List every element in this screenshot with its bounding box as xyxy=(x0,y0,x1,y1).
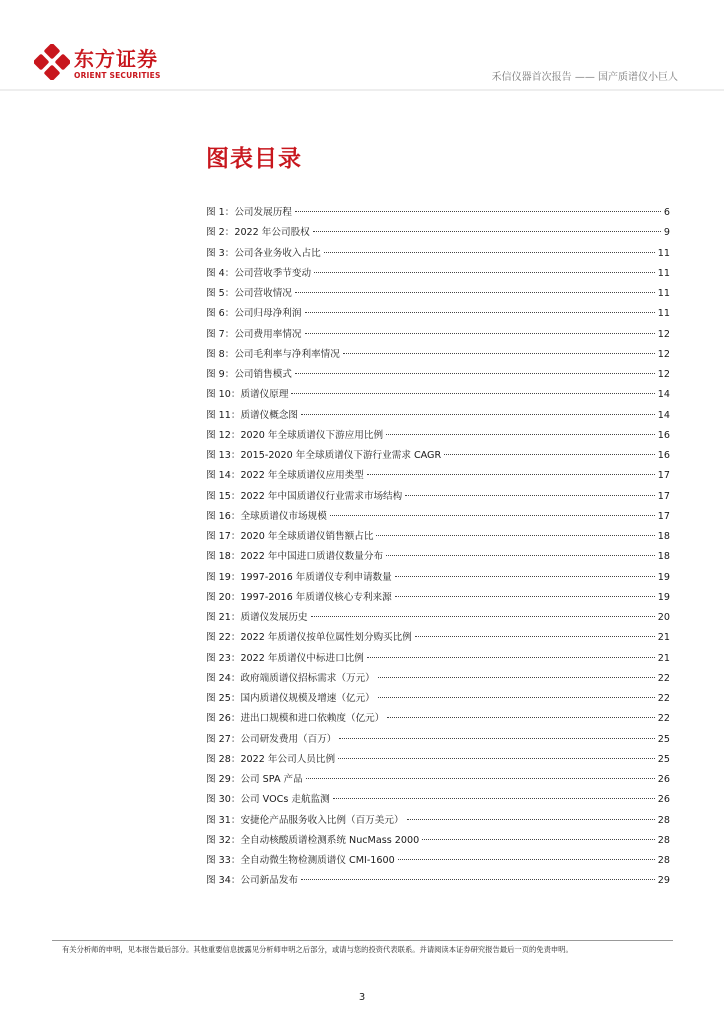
toc-entry-page[interactable]: 22 xyxy=(657,693,670,704)
toc-entry-label[interactable]: 图 8：公司毛利率与净利率情况 xyxy=(206,348,340,360)
toc-entry-page[interactable]: 22 xyxy=(657,713,670,725)
toc-leader-dots xyxy=(386,434,655,435)
toc-row[interactable] xyxy=(206,730,670,750)
toc-leader-dots xyxy=(422,839,655,840)
toc-leader-dots xyxy=(415,636,655,637)
toc-leader-dots xyxy=(339,738,654,739)
toc-entry-label[interactable]: 图 31：安捷伦产品服务收入比例（百万美元） xyxy=(206,814,404,826)
toc-entry-page[interactable]: 26 xyxy=(657,774,670,785)
toc-leader-dots xyxy=(306,778,655,779)
footer-divider xyxy=(52,940,673,941)
toc-entry-page[interactable]: 6 xyxy=(663,207,670,218)
toc-row[interactable] xyxy=(206,547,670,567)
toc-leader-dots xyxy=(291,393,654,394)
toc-leader-dots xyxy=(376,535,654,536)
toc-leader-dots xyxy=(338,758,655,759)
toc-row[interactable] xyxy=(206,385,670,405)
toc-leader-dots xyxy=(386,555,655,556)
toc-leader-dots xyxy=(367,474,655,475)
toc-row[interactable] xyxy=(206,223,670,243)
toc-entry-label[interactable]: 图 13：2015-2020 年全球质谱仪下游行业需求 CAGR xyxy=(206,450,442,461)
toc-row[interactable] xyxy=(206,264,670,284)
toc-entry-page[interactable]: 12 xyxy=(657,328,670,340)
toc-row[interactable] xyxy=(206,487,670,507)
toc-entry-label[interactable]: 图 7：公司费用率情况 xyxy=(206,328,302,340)
toc-entry-page[interactable]: 21 xyxy=(657,632,670,644)
toc-row[interactable] xyxy=(206,466,670,486)
toc-entry-page[interactable]: 18 xyxy=(657,531,670,542)
toc-entry-label[interactable]: 图 30：公司 VOCs 走航监测 xyxy=(206,794,330,806)
toc-entry-label[interactable]: 图 24：政府端质谱仪招标需求（万元） xyxy=(206,672,375,684)
toc-leader-dots xyxy=(295,211,661,212)
toc-entry-page[interactable]: 28 xyxy=(657,855,670,866)
toc-entry-label[interactable]: 图 34：公司新品发布 xyxy=(206,875,299,887)
toc-leader-dots xyxy=(301,414,655,415)
toc-entry-label[interactable]: 图 18：2022 年中国进口质谱仪数量分布 xyxy=(206,551,384,563)
toc-entry-label[interactable]: 图 19：1997-2016 年质谱仪专利申请数量 xyxy=(206,571,392,583)
toc-entry-page[interactable]: 22 xyxy=(657,672,670,684)
disclaimer-text: 有关分析师的申明，见本报告最后部分。其他重要信息披露见分析师申明之后部分，或请与您的投资代表联系。并请阅读本证券研究报告最后一页的免责申明。 xyxy=(62,945,573,954)
toc-leader-dots xyxy=(395,596,655,597)
toc-leader-dots xyxy=(387,717,654,718)
toc-entry-label[interactable]: 图 3：公司各业务收入占比 xyxy=(206,247,321,259)
toc-leader-dots xyxy=(311,616,655,617)
toc-entry-label[interactable]: 图 25：国内质谱仪规模及增速（亿元） xyxy=(206,693,375,704)
toc-entry-label[interactable]: 图 21：质谱仪发展历史 xyxy=(206,612,308,623)
toc-entry-page[interactable]: 11 xyxy=(657,247,670,259)
toc-entry-label[interactable]: 图 23：2022 年质谱仪中标进口比例 xyxy=(206,652,364,664)
toc-leader-dots xyxy=(314,272,655,273)
toc-row[interactable] xyxy=(206,244,670,264)
toc-entry-label[interactable]: 图 27：公司研发费用（百万） xyxy=(206,733,337,745)
toc-row[interactable] xyxy=(206,608,670,628)
page-header xyxy=(0,0,724,95)
toc-entry-page[interactable]: 16 xyxy=(657,450,670,461)
toc-entry-page[interactable]: 17 xyxy=(657,510,670,522)
brand-name-cn: 东方证券 xyxy=(74,47,158,71)
toc-row[interactable] xyxy=(206,325,670,345)
toc-row[interactable] xyxy=(206,649,670,669)
toc-row[interactable] xyxy=(206,871,670,891)
toc-row[interactable] xyxy=(206,507,670,527)
toc-entry-page[interactable]: 9 xyxy=(663,227,670,239)
toc-entry-label[interactable]: 图 11：质谱仪概念图 xyxy=(206,409,299,421)
toc-leader-dots xyxy=(395,576,655,577)
toc-row[interactable] xyxy=(206,284,670,304)
toc-entry-label[interactable]: 图 22：2022 年质谱仪按单位属性划分购买比例 xyxy=(206,632,412,644)
toc-entry-page[interactable]: 25 xyxy=(657,753,670,765)
toc-leader-dots xyxy=(333,798,655,799)
toc-row[interactable] xyxy=(206,811,670,831)
toc-entry-label[interactable]: 图 9：公司销售模式 xyxy=(206,369,292,380)
toc-entry-page[interactable]: 19 xyxy=(657,571,670,583)
toc-entry-label[interactable]: 图 17：2020 年全球质谱仪销售额占比 xyxy=(206,531,374,542)
toc-title: 图表目录 xyxy=(206,146,302,172)
toc-row[interactable] xyxy=(206,831,670,851)
orient-securities-logo-icon xyxy=(34,44,70,80)
toc-entry-label[interactable]: 图 26：进出口规模和进口依赖度（亿元） xyxy=(206,713,385,725)
toc-row[interactable] xyxy=(206,345,670,365)
toc-row[interactable] xyxy=(206,568,670,588)
toc-entry-label[interactable]: 图 12：2020 年全球质谱仪下游应用比例 xyxy=(206,429,384,441)
toc-entry-label[interactable]: 图 29：公司 SPA 产品 xyxy=(206,774,303,785)
toc-row[interactable] xyxy=(206,203,670,223)
toc-leader-dots xyxy=(295,373,655,374)
toc-entry-label[interactable]: 图 28：2022 年公司人员比例 xyxy=(206,753,336,765)
toc-entry-page[interactable]: 17 xyxy=(657,470,670,482)
toc-entry-label[interactable]: 图 2：2022 年公司股权 xyxy=(206,227,310,239)
brand-name-en: ORIENT SECURITIES xyxy=(74,71,161,80)
toc-row[interactable] xyxy=(206,770,670,790)
toc-entry-page[interactable]: 14 xyxy=(657,409,670,421)
toc-entry-label[interactable]: 图 16：全球质谱仪市场规模 xyxy=(206,510,327,522)
toc-row[interactable] xyxy=(206,406,670,426)
report-title: 禾信仪器首次报告 —— 国产质谱仪小巨人 xyxy=(491,72,678,83)
toc-leader-dots xyxy=(324,252,655,253)
toc-row[interactable] xyxy=(206,446,670,466)
toc-entry-page[interactable]: 11 xyxy=(657,267,670,279)
toc-entry-page[interactable]: 20 xyxy=(657,612,670,623)
toc-leader-dots xyxy=(378,677,655,678)
toc-row[interactable] xyxy=(206,851,670,871)
toc-row[interactable] xyxy=(206,588,670,608)
toc-leader-dots xyxy=(405,495,655,496)
toc-entry-page[interactable]: 11 xyxy=(657,308,670,320)
toc-entry-label[interactable]: 图 6：公司归母净利润 xyxy=(206,308,302,320)
figure-toc-list xyxy=(206,203,670,892)
toc-entry-page[interactable]: 12 xyxy=(657,348,670,360)
toc-leader-dots xyxy=(313,231,661,232)
toc-entry-label[interactable]: 图 4：公司营收季节变动 xyxy=(206,267,312,279)
toc-entry-page[interactable]: 14 xyxy=(657,389,670,401)
toc-row[interactable] xyxy=(206,304,670,324)
toc-entry-page[interactable]: 29 xyxy=(657,875,670,887)
toc-leader-dots xyxy=(367,657,655,658)
toc-entry-page[interactable]: 12 xyxy=(657,369,670,380)
toc-row[interactable] xyxy=(206,426,670,446)
toc-leader-dots xyxy=(343,353,655,354)
toc-entry-page[interactable]: 26 xyxy=(657,794,670,806)
toc-row[interactable] xyxy=(206,709,670,729)
toc-leader-dots xyxy=(378,697,655,698)
header-divider xyxy=(0,89,724,91)
toc-entry-label[interactable]: 图 15：2022 年中国质谱仪行业需求市场结构 xyxy=(206,490,403,502)
toc-entry-label[interactable]: 图 14：2022 年全球质谱仪应用类型 xyxy=(206,470,364,482)
toc-leader-dots xyxy=(301,879,655,880)
toc-entry-page[interactable]: 11 xyxy=(657,288,670,299)
toc-leader-dots xyxy=(305,312,655,313)
toc-entry-page[interactable]: 25 xyxy=(657,733,670,745)
toc-row[interactable] xyxy=(206,689,670,709)
toc-leader-dots xyxy=(444,454,655,455)
toc-entry-page[interactable]: 16 xyxy=(657,429,670,441)
toc-leader-dots xyxy=(398,859,655,860)
toc-leader-dots xyxy=(305,333,655,334)
toc-entry-label[interactable]: 图 33：全自动微生物检测质谱仪 CMI-1600 xyxy=(206,855,395,866)
toc-entry-label[interactable]: 图 1：公司发展历程 xyxy=(206,207,292,218)
toc-entry-page[interactable]: 21 xyxy=(657,652,670,664)
toc-entry-page[interactable]: 17 xyxy=(657,490,670,502)
toc-row[interactable] xyxy=(206,790,670,810)
toc-row[interactable] xyxy=(206,628,670,648)
toc-entry-page[interactable]: 28 xyxy=(657,834,670,846)
toc-row[interactable] xyxy=(206,365,670,385)
toc-row[interactable] xyxy=(206,669,670,689)
toc-entry-page[interactable]: 28 xyxy=(657,814,670,826)
page-number: 3 xyxy=(358,992,366,1003)
toc-leader-dots xyxy=(330,515,655,516)
toc-entry-page[interactable]: 19 xyxy=(657,591,670,603)
toc-leader-dots xyxy=(407,819,655,820)
toc-row[interactable] xyxy=(206,750,670,770)
toc-leader-dots xyxy=(295,292,655,293)
toc-entry-label[interactable]: 图 10：质谱仪原理 xyxy=(206,389,289,401)
toc-entry-label[interactable]: 图 32：全自动核酸质谱检测系统 NucMass 2000 xyxy=(206,834,420,846)
toc-entry-label[interactable]: 图 5：公司营收情况 xyxy=(206,288,292,299)
toc-row[interactable] xyxy=(206,527,670,547)
toc-entry-label[interactable]: 图 20：1997-2016 年质谱仪核心专利来源 xyxy=(206,591,392,603)
toc-entry-page[interactable]: 18 xyxy=(657,551,670,563)
